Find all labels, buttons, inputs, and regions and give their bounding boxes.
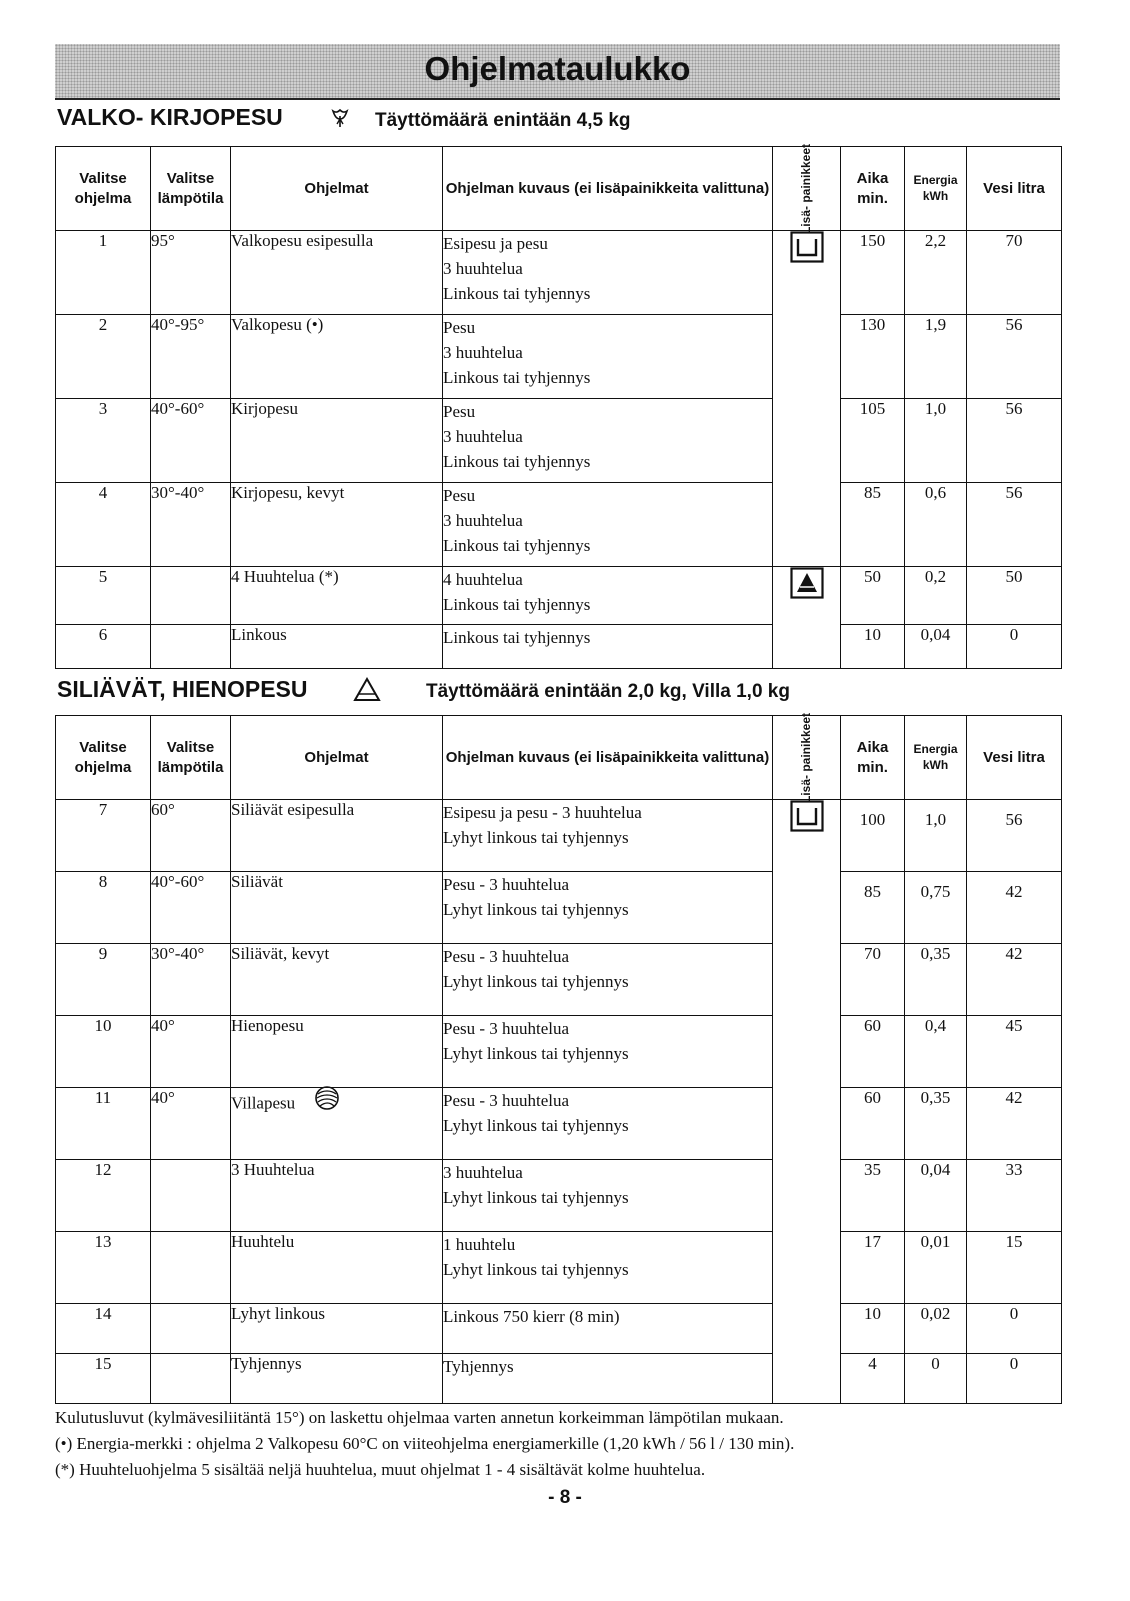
program-name-text: Valkopesu (•)	[231, 315, 324, 334]
table-row	[56, 800, 1062, 872]
program-name	[231, 1304, 443, 1354]
water-litres: 33	[967, 1160, 1062, 1232]
energy-kwh: 0,04	[905, 625, 967, 669]
table-header-row	[56, 716, 1062, 800]
energy-kwh: 1,9	[905, 315, 967, 399]
col-header-desc: Ohjelman kuvaus (ei lisäpainikkeita valittuna)	[443, 716, 773, 800]
temperature: 30°-40°	[151, 944, 231, 1016]
program-name-text: Lyhyt linkous	[231, 1304, 325, 1323]
description-line: Lyhyt linkous tai tyhjennys	[443, 828, 629, 847]
table-row	[56, 944, 1062, 1016]
water-litres: 42	[967, 1088, 1062, 1160]
program-name	[231, 1160, 443, 1232]
energy-kwh: 0	[905, 1354, 967, 1404]
temperature	[151, 625, 231, 669]
description-line: Lyhyt linkous tai tyhjennys	[443, 1260, 629, 1279]
time-min: 100	[841, 800, 905, 872]
energy-kwh: 0,35	[905, 944, 967, 1016]
temperature: 40°-95°	[151, 315, 231, 399]
time-min: 85	[841, 483, 905, 567]
program-number: 14	[56, 1304, 151, 1354]
description-line: Pesu	[443, 486, 476, 505]
program-number: 2	[56, 315, 151, 399]
energy-kwh: 0,04	[905, 1160, 967, 1232]
time-min: 60	[841, 1016, 905, 1088]
col-header-programs: Ohjelmat	[231, 147, 443, 231]
temperature	[151, 1304, 231, 1354]
program-description	[443, 1304, 773, 1354]
footnote-3: (*) Huuhteluohjelma 5 sisältää neljä huuhtelua, muut ohjelmat 1 - 4 sisältävät kolme huuhtelua.	[55, 1460, 706, 1479]
water-litres: 50	[967, 567, 1062, 625]
col-header-programs: Ohjelmat	[231, 716, 443, 800]
temperature	[151, 1232, 231, 1304]
program-number: 15	[56, 1354, 151, 1404]
program-name	[231, 800, 443, 872]
program-number: 1	[56, 231, 151, 315]
program-name-text: Kirjopesu, kevyt	[231, 483, 345, 502]
program-name	[231, 625, 443, 669]
page-title: Ohjelmataulukko	[424, 50, 691, 87]
program-number: 7	[56, 800, 151, 872]
col-header-temp: Valitse lämpötila	[151, 716, 231, 800]
temperature: 40°-60°	[151, 399, 231, 483]
program-description	[443, 800, 773, 872]
section2-title: SILIÄVÄT, HIENOPESU	[57, 676, 308, 702]
table-row	[56, 315, 1062, 399]
water-litres: 56	[967, 483, 1062, 567]
program-name-text: Linkous	[231, 625, 287, 644]
program-number: 5	[56, 567, 151, 625]
program-description	[443, 567, 773, 625]
program-name-text: 4 Huuhtelua (*)	[231, 567, 339, 586]
table-row	[56, 483, 1062, 567]
energy-kwh: 0,35	[905, 1088, 967, 1160]
program-number: 12	[56, 1160, 151, 1232]
program-number: 4	[56, 483, 151, 567]
energy-kwh: 0,2	[905, 567, 967, 625]
program-name-text: 3 Huuhtelua	[231, 1160, 315, 1179]
description-line: Esipesu ja pesu - 3 huuhtelua	[443, 803, 642, 822]
program-name	[231, 231, 443, 315]
section2-capacity: Täyttömäärä enintään 2,0 kg, Villa 1,0 kg	[426, 681, 790, 702]
program-name-text: Tyhjennys	[231, 1354, 302, 1373]
description-line: Pesu - 3 huuhtelua	[443, 875, 570, 894]
program-description	[443, 399, 773, 483]
description-line: Pesu - 3 huuhtelua	[443, 1091, 570, 1110]
description-line: Linkous tai tyhjennys	[443, 536, 591, 555]
col-header-energy: Energia kWh	[905, 147, 967, 231]
col-header-time: Aika min.	[841, 147, 905, 231]
table-row	[56, 1232, 1062, 1304]
program-name	[231, 872, 443, 944]
time-min: 130	[841, 315, 905, 399]
temperature: 40°	[151, 1088, 231, 1160]
program-name-text: Siliävät	[231, 872, 283, 891]
program-description	[443, 1160, 773, 1232]
energy-kwh: 0,6	[905, 483, 967, 567]
program-description	[443, 315, 773, 399]
energy-kwh: 1,0	[905, 399, 967, 483]
water-litres: 56	[967, 399, 1062, 483]
program-name-text: Siliävät esipesulla	[231, 800, 355, 819]
water-litres: 15	[967, 1232, 1062, 1304]
energy-kwh: 0,75	[905, 872, 967, 944]
program-name	[231, 399, 443, 483]
description-line: 4 huuhtelua	[443, 570, 523, 589]
program-number: 10	[56, 1016, 151, 1088]
col-header-program: Valitse ohjelma	[56, 147, 151, 231]
description-line: Tyhjennys	[443, 1357, 514, 1376]
energy-kwh: 1,0	[905, 800, 967, 872]
time-min: 4	[841, 1354, 905, 1404]
description-line: Lyhyt linkous tai tyhjennys	[443, 900, 629, 919]
program-number: 13	[56, 1232, 151, 1304]
program-number: 9	[56, 944, 151, 1016]
triangle-filled-button-icon	[790, 567, 824, 604]
water-litres: 70	[967, 231, 1062, 315]
time-min: 60	[841, 1088, 905, 1160]
description-line: Linkous tai tyhjennys	[443, 452, 591, 471]
temperature	[151, 1354, 231, 1404]
temperature	[151, 567, 231, 625]
description-line: Linkous 750 kierr (8 min)	[443, 1307, 620, 1326]
description-line: 1 huuhtelu	[443, 1235, 516, 1254]
time-min: 150	[841, 231, 905, 315]
description-line: Lyhyt linkous tai tyhjennys	[443, 1188, 629, 1207]
program-description	[443, 872, 773, 944]
program-description	[443, 231, 773, 315]
description-line: 3 huuhtelua	[443, 343, 523, 362]
description-line: Linkous tai tyhjennys	[443, 628, 591, 647]
description-line: Linkous tai tyhjennys	[443, 284, 591, 303]
energy-kwh: 0,4	[905, 1016, 967, 1088]
program-name	[231, 567, 443, 625]
program-name-text: Valkopesu esipesulla	[231, 231, 374, 250]
description-line: Esipesu ja pesu	[443, 234, 548, 253]
triangle-outline-icon	[353, 677, 381, 703]
table-row	[56, 567, 1062, 625]
col-header-temp: Valitse lämpötila	[151, 147, 231, 231]
program-name	[231, 944, 443, 1016]
description-line: Linkous tai tyhjennys	[443, 595, 591, 614]
program-name-text: Huuhtelu	[231, 1232, 295, 1251]
table-row	[56, 1304, 1062, 1354]
col-header-extra: Lisä- painikkeet	[773, 147, 841, 231]
section1-capacity: Täyttömäärä enintään 4,5 kg	[375, 110, 631, 131]
time-min: 17	[841, 1232, 905, 1304]
energy-kwh: 0,02	[905, 1304, 967, 1354]
col-header-energy: Energia kWh	[905, 716, 967, 800]
program-description	[443, 944, 773, 1016]
program-name-text: Siliävät, kevyt	[231, 944, 330, 963]
time-min: 85	[841, 872, 905, 944]
table-row	[56, 625, 1062, 669]
water-litres: 45	[967, 1016, 1062, 1088]
program-name	[231, 1232, 443, 1304]
program-name-text: Hienopesu	[231, 1016, 304, 1035]
program-description	[443, 1354, 773, 1404]
program-name	[231, 1088, 443, 1160]
program-name-text: Villapesu	[231, 1093, 296, 1113]
time-min: 105	[841, 399, 905, 483]
water-litres: 42	[967, 944, 1062, 1016]
program-description	[443, 625, 773, 669]
water-litres: 0	[967, 1304, 1062, 1354]
table-row	[56, 1160, 1062, 1232]
col-header-program: Valitse ohjelma	[56, 716, 151, 800]
table-row	[56, 1354, 1062, 1404]
water-litres: 0	[967, 625, 1062, 669]
program-description	[443, 1232, 773, 1304]
col-header-extra: Lisä- painikkeet	[773, 716, 841, 800]
water-litres: 56	[967, 315, 1062, 399]
description-line: 3 huuhtelua	[443, 1163, 523, 1182]
time-min: 35	[841, 1160, 905, 1232]
description-line: Pesu	[443, 318, 476, 337]
program-number: 11	[56, 1088, 151, 1160]
extra-buttons-cell	[773, 800, 841, 1404]
footnote-1: Kulutusluvut (kylmävesiliitäntä 15°) on laskettu ohjelmaa varten annetun korkeimman lämpötilan mukaan.	[55, 1408, 784, 1427]
program-description	[443, 483, 773, 567]
time-min: 50	[841, 567, 905, 625]
wool-yarn-icon	[313, 1084, 341, 1117]
water-litres: 0	[967, 1354, 1062, 1404]
table-header-row	[56, 147, 1062, 231]
table-row	[56, 231, 1062, 315]
footnote-2: (•) Energia-merkki : ohjelma 2 Valkopesu 60°C on viiteohjelma energiamerkille (1,20 kWh / 56 l / 130 min).	[55, 1434, 795, 1453]
table-row	[56, 1016, 1062, 1088]
program-description	[443, 1088, 773, 1160]
program-number: 8	[56, 872, 151, 944]
col-header-desc: Ohjelman kuvaus (ei lisäpainikkeita valittuna)	[443, 147, 773, 231]
water-litres: 42	[967, 872, 1062, 944]
cotton-flower-icon	[329, 107, 351, 129]
program-name	[231, 315, 443, 399]
program-table-1	[55, 143, 1062, 669]
description-line: 3 huuhtelua	[443, 511, 523, 530]
square-button-icon	[790, 800, 824, 837]
program-name	[231, 483, 443, 567]
title-banner	[55, 44, 1060, 100]
col-header-water: Vesi litra	[967, 147, 1062, 231]
table-row	[56, 872, 1062, 944]
extra-buttons-cell	[773, 231, 841, 567]
time-min: 70	[841, 944, 905, 1016]
section2-heading	[57, 676, 307, 703]
energy-kwh: 0,01	[905, 1232, 967, 1304]
description-line: Lyhyt linkous tai tyhjennys	[443, 1116, 629, 1135]
description-line: Lyhyt linkous tai tyhjennys	[443, 972, 629, 991]
program-name	[231, 1016, 443, 1088]
time-min: 10	[841, 1304, 905, 1354]
program-number: 6	[56, 625, 151, 669]
section1-title: VALKO- KIRJOPESU	[57, 104, 283, 130]
table-row	[56, 1088, 1062, 1160]
table-row	[56, 399, 1062, 483]
description-line: Lyhyt linkous tai tyhjennys	[443, 1044, 629, 1063]
program-name-text: Kirjopesu	[231, 399, 299, 418]
col-header-water: Vesi litra	[967, 716, 1062, 800]
energy-kwh: 2,2	[905, 231, 967, 315]
description-line: 3 huuhtelua	[443, 259, 523, 278]
description-line: Linkous tai tyhjennys	[443, 368, 591, 387]
temperature: 30°-40°	[151, 483, 231, 567]
col-header-time: Aika min.	[841, 716, 905, 800]
description-line: Pesu - 3 huuhtelua	[443, 947, 570, 966]
description-line: Pesu - 3 huuhtelua	[443, 1019, 570, 1038]
time-min: 10	[841, 625, 905, 669]
temperature	[151, 1160, 231, 1232]
section1-heading	[57, 104, 283, 131]
page-number: - 8 -	[548, 1487, 582, 1508]
program-description	[443, 1016, 773, 1088]
temperature: 60°	[151, 800, 231, 872]
description-line: Pesu	[443, 402, 476, 421]
program-table-2	[55, 712, 1062, 1404]
square-button-icon	[790, 231, 824, 268]
extra-buttons-cell	[773, 567, 841, 669]
temperature: 95°	[151, 231, 231, 315]
description-line: 3 huuhtelua	[443, 427, 523, 446]
temperature: 40°	[151, 1016, 231, 1088]
program-number: 3	[56, 399, 151, 483]
water-litres: 56	[967, 800, 1062, 872]
program-name	[231, 1354, 443, 1404]
temperature: 40°-60°	[151, 872, 231, 944]
